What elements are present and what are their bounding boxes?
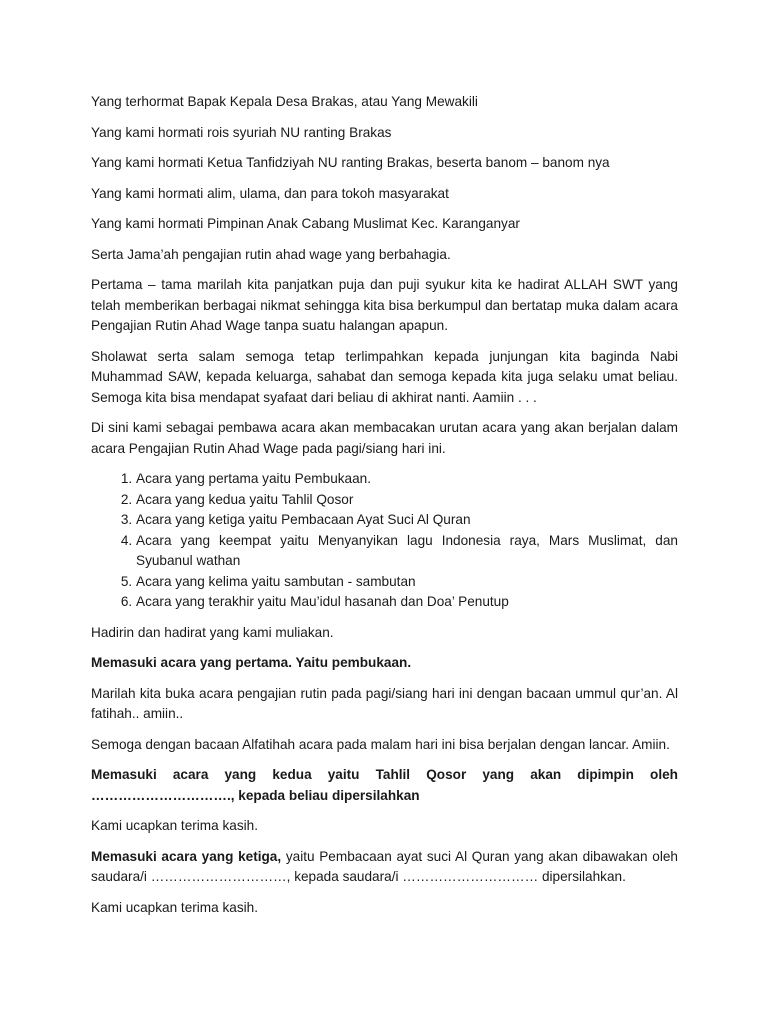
greeting-line: Serta Jama’ah pengajian rutin ahad wage yang berbahagia. (91, 246, 451, 262)
thanks-line: Kami ucapkan terima kasih. (91, 818, 258, 833)
first-heading-text: Memasuki acara yang pertama. Yaitu pembukaan. (91, 655, 412, 670)
first-section-heading (91, 653, 678, 674)
agenda-item: 1. Acara yang pertama yaitu Pembukaan. (136, 469, 678, 490)
agenda-item: 3. Acara yang ketiga yaitu Pembacaan Ayat Suci Al Quran (136, 510, 678, 531)
second-heading-text: Memasuki acara yang kedua yaitu Tahlil Qosor yang akan dipimpin oleh …………………………., kepada beliau dipersilahkan (91, 767, 678, 803)
agenda-item: 4. Acara yang keempat yaitu Menyanyikan lagu Indonesia raya, Mars Muslimat, dan Syubanul wathan (136, 531, 678, 572)
address-line: Hadirin dan hadirat yang kami muliakan. (91, 624, 334, 640)
greeting-line: Yang kami hormati rois syuriah NU ranting Brakas (91, 124, 392, 140)
first-section-body: Marilah kita buka acara pengajian rutin pada pagi/siang hari ini dengan bacaan ummul qur’an. Al fatihah.. amiin.. (91, 685, 678, 721)
greeting-line: Yang terhormat Bapak Kepala Desa Brakas, atau Yang Mewakili (91, 94, 478, 109)
greeting-line: Yang kami hormati Pimpinan Anak Cabang Muslimat Kec. Karanganyar (91, 216, 520, 231)
agenda-item: 5. Acara yang kelima yaitu sambutan - sambutan (136, 572, 678, 593)
third-heading-text: Memasuki acara yang ketiga, (91, 848, 282, 864)
greeting-line: Yang kami hormati Ketua Tanfidziyah NU ranting Brakas, beserta banom – banom nya (91, 155, 610, 170)
third-body-text: yaitu Pembacaan ayat suci Al Quran yang akan dibawakan oleh saudara/i …………………………, kepada saudara/i ………………………… dipersilahkan. (91, 848, 678, 884)
greeting-line: Yang kami hormati alim, ulama, dan para tokoh masyarakat (91, 185, 449, 201)
agenda-list (91, 469, 678, 613)
sholawat-paragraph: Sholawat serta salam semoga tetap terlimpahkan kepada junjungan kita baginda Nabi Muhammad SAW, kepada keluarga, sahabat dan semoga kepada kita juga selaku umat beliau. Semoga kita bisa mendapat syafaat dari beliau di akhirat nanti. Aamiin . . . (91, 348, 678, 405)
second-section-heading (91, 765, 678, 806)
opening-praise-paragraph: Pertama – tama marilah kita panjatkan puja dan puji syukur kita ke hadirat ALLAH SWT yang telah memberikan berbagai nikmat sehingga kita bisa berkumpul dan bertatap muka dalam acara Pengajian Rutin Ahad Wage tanpa suatu halangan apapun. (91, 277, 678, 333)
third-section-paragraph (91, 847, 678, 888)
agenda-intro-paragraph: Di sini kami sebagai pembawa acara akan membacakan urutan acara yang akan berjalan dalam acara Pengajian Rutin Ahad Wage pada pagi/siang hari ini. (91, 420, 678, 456)
thanks-line: Kami ucapkan terima kasih. (91, 899, 258, 915)
agenda-item: 6. Acara yang terakhir yaitu Mau’idul hasanah dan Doa’ Penutup (136, 592, 678, 613)
agenda-item: 2. Acara yang kedua yaitu Tahlil Qosor (136, 490, 678, 511)
first-section-close: Semoga dengan bacaan Alfatihah acara pada malam hari ini bisa berjalan dengan lancar. Amiin. (91, 736, 670, 752)
